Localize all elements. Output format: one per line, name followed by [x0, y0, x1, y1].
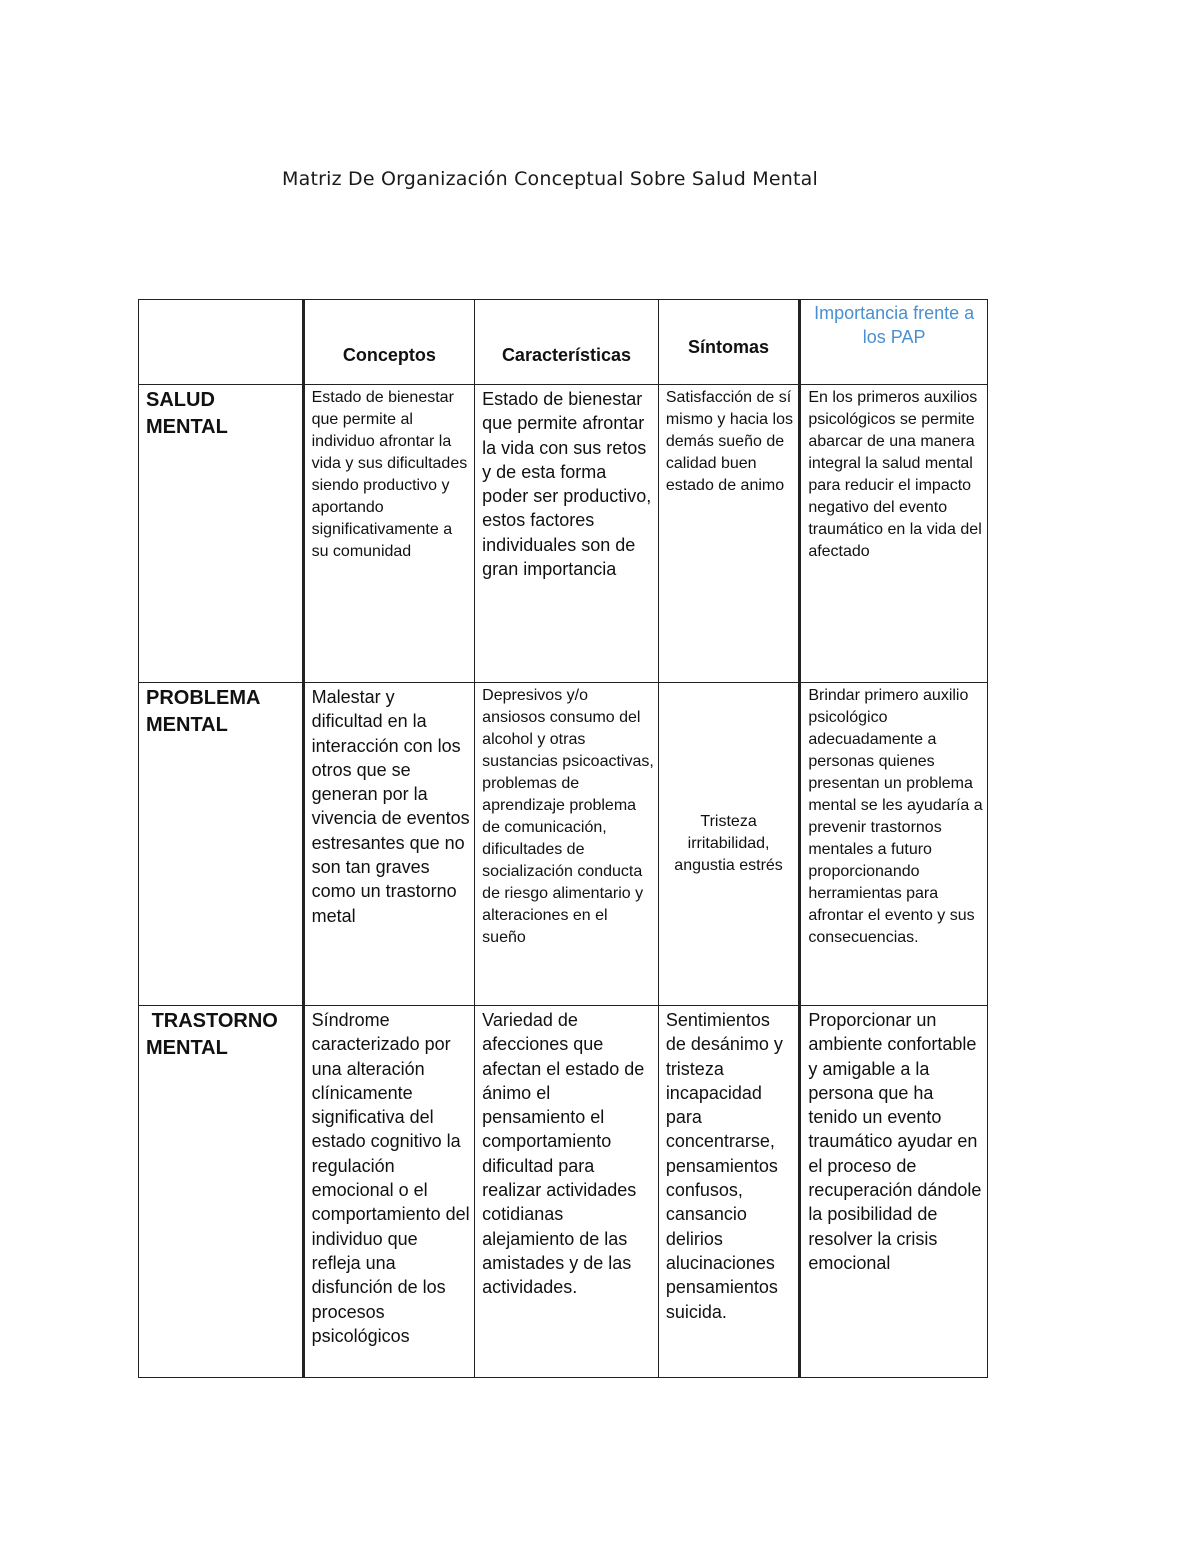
row-label-cell: [139, 1006, 304, 1378]
document-title: Matriz De Organización Conceptual Sobre Salud Mental: [282, 168, 818, 190]
header-conceptos: Conceptos: [342, 345, 436, 365]
table-header-row: [139, 300, 988, 385]
caracteristicas-cell: [475, 385, 659, 683]
header-pap-cell: [800, 300, 988, 385]
sintomas-text: Sentimientos de desánimo y tristeza incapacidad para concentrarse, pensamientos confusos, cansancio delirios alucinaciones pensamientos suicida.: [665, 1010, 783, 1322]
row-label-cell: [139, 683, 304, 1006]
caracteristicas-cell: [475, 1006, 659, 1378]
concepto-text: Estado de bienestar que permite al individuo afrontar la vida y sus dificultades siendo productivo y aportando significativamente a su comunidad: [311, 389, 468, 560]
header-sintomas-cell: [658, 300, 800, 385]
row-label-cell: [139, 385, 304, 683]
caracteristicas-cell: [475, 683, 659, 1006]
header-empty-cell: [139, 300, 304, 385]
concepto-text: Síndrome caracterizado por una alteración clínicamente significativa del estado cognitivo la regulación emocional o el comportamiento del individuo que refleja una disfunción de los procesos psicológicos: [311, 1010, 470, 1346]
caracteristicas-text: Variedad de afecciones que afectan el estado de ánimo el pensamiento el comportamiento dificultad para realizar actividades cotidianas alejamiento de las amistades y de las actividades.: [482, 1010, 645, 1298]
table-row-problema-mental: [139, 683, 988, 1006]
pap-cell: [800, 1006, 988, 1378]
table-row-trastorno-mental: [139, 1006, 988, 1378]
table-row-salud-mental: [139, 385, 988, 683]
row-label: PROBLEMA MENTAL: [146, 687, 260, 736]
sintomas-text: Satisfacción de sí mismo y hacia los demás sueño de calidad buen estado de animo: [665, 389, 793, 494]
caracteristicas-text: Depresivos y/o ansiosos consumo del alcohol y otras sustancias psicoactivas, problemas de aprendizaje problema de comunicación, dificultades de socialización conducta de riesgo alimentario y alteraciones en el sueño: [482, 687, 654, 946]
concepto-cell: [303, 1006, 475, 1378]
pap-cell: [800, 385, 988, 683]
row-label: SALUD MENTAL: [146, 389, 228, 438]
sintomas-cell: [658, 385, 800, 683]
row-label: TRASTORNO MENTAL: [146, 1010, 284, 1059]
concepto-cell: [303, 385, 475, 683]
sintomas-cell: [658, 1006, 800, 1378]
header-conceptos-cell: [303, 300, 475, 385]
caracteristicas-text: Estado de bienestar que permite afrontar la vida con sus retos y de esta forma poder ser productivo, estos factores individuales son de gran importancia: [482, 389, 652, 580]
sintomas-text: Tristeza irritabilidad, angustia estrés: [674, 813, 783, 874]
header-pap: Importancia frente a los PAP: [814, 303, 975, 347]
concepto-text: Malestar y dificultad en la interacción con los otros que se generan por la vivencia de eventos estresantes que no son tan graves como un trastorno metal: [311, 687, 470, 926]
pap-text: Proporcionar un ambiente confortable y amigable a la persona que ha tenido un evento traumático ayudar en el proceso de recuperación dándole la posibilidad de resolver la crisis emocional: [808, 1010, 982, 1273]
pap-text: Brindar primero auxilio psicológico adecuadamente a personas quienes presentan un problema mental se les ayudaría a prevenir trastornos mentales a futuro proporcionando herramientas para afrontar el evento y sus consecuencias.: [808, 687, 983, 946]
concept-matrix-table: [138, 299, 988, 1378]
pap-cell: [800, 683, 988, 1006]
header-sintomas: Síntomas: [688, 336, 770, 357]
header-caracteristicas: Características: [501, 345, 632, 365]
concepto-cell: [303, 683, 475, 1006]
header-caracteristicas-cell: [475, 300, 659, 385]
sintomas-cell: [658, 683, 800, 1006]
pap-text: En los primeros auxilios psicológicos se permite abarcar de una manera integral la salud mental para reducir el impacto negativo del evento traumático en la vida del afectado: [808, 389, 982, 560]
